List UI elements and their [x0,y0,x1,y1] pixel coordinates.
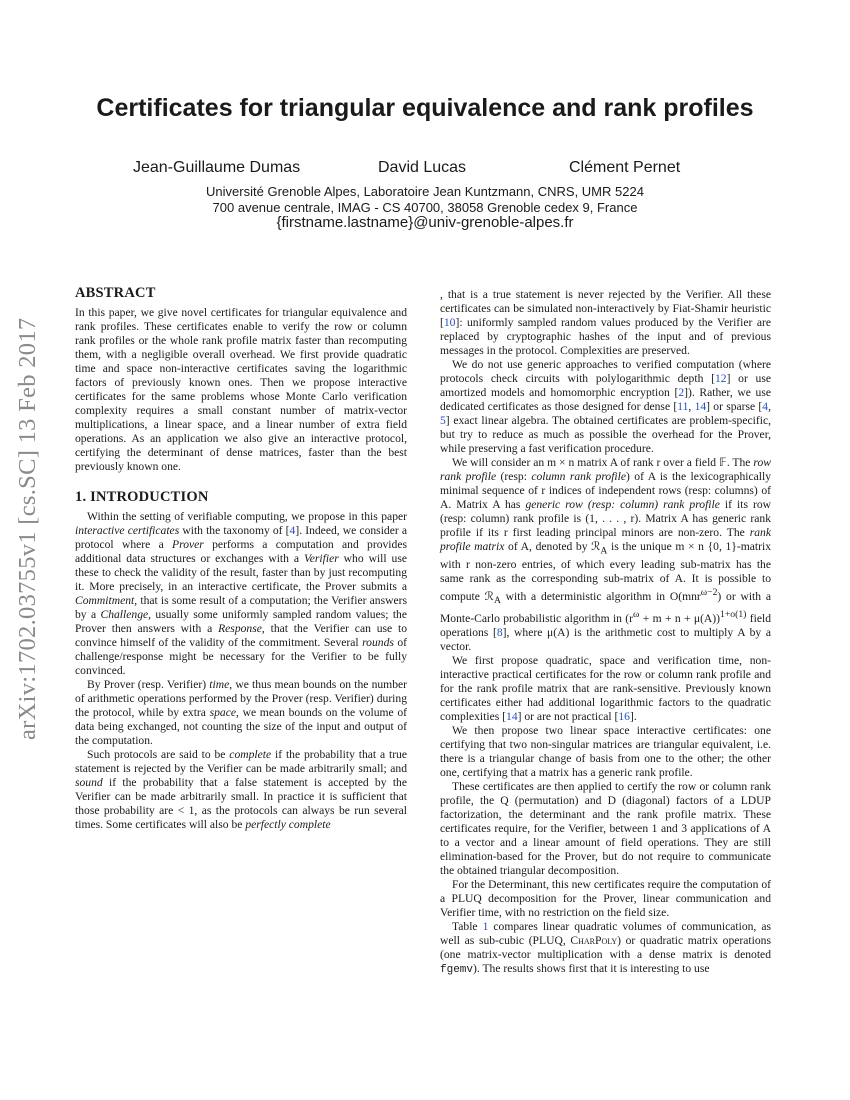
citation-link[interactable]: 16 [618,710,630,724]
author-3: Clément Pernet [569,159,681,176]
citation-link[interactable]: 2 [678,386,685,399]
citation-link[interactable]: 5 [440,414,446,427]
right-paragraph-6: These certificates are then applied to certify the row or column rank profile, the Q (permutation) and D (diagonal) factors of a LDUP factorization, the determinant and the rank profile matrix. These certificates require, for the Verifier, between 1 and 3 applications of A to a vector and a linear amount of field operations. They are still elimination-based for the Prover, but do not require to communicate the obtained triangular decomposition. [440,780,771,878]
right-paragraph-5: We then propose two linear space interactive certificates: one certifying that two non-singular matrices are triangular equivalent, i.e. there is a triangular change of basis from one to the other; the other one, certifying that a matrix has a generic rank profile. [440,724,771,780]
intro-paragraph-3: Such protocols are said to be complete if the probability that a true statement is rejected by the Verifier can be made arbitrarily small; and sound if the probability that a false statement is accepted by the Verifier can be made arbitrarily small. In practice it is sufficient that those probability are < 1, as the protocols can always be run several times. Some certificates will also be perfectly complete [75,748,407,831]
affiliation-line-1: Université Grenoble Alpes, Laboratoire Jean Kuntzmann, CNRS, UMR 5224 [206,184,644,199]
paper-title: Certificates for triangular equivalence and rank profiles [96,94,754,122]
author-1: Jean-Guillaume Dumas [133,159,301,176]
intro-paragraph-1: Within the setting of verifiable computing, we propose in this paper interactive certificates with the taxonomy of [4]. Indeed, we consider a protocol where a Prover performs a computation and provides additional data structures or exchanges with a Verifier who will use these to check the validity of the result, faster than by just recomputing it. More precisely, in an interactive certificate, the Prover submits a Commitment, that is some result of a computation; the Verifier answers by a Challenge, usually some uniformly sampled random values; the Prover then answers with a Response, that the Verifier can use to convince himself of the validity of the commitment. Several rounds of challenge/response might be necessary for the Verifier to be fully convinced. [75,510,408,677]
right-paragraph-8: Table 1 compares linear quadratic volumes of communication, as well as sub-cubic (PLUQ, CharPoly) or quadratic matrix operations (one matrix-vector multiplication with a dense matrix is denoted fgemv). The results shows first that it is interesting to use [440,920,771,977]
abstract-text: In this paper, we give novel certificates for triangular equivalence and rank profiles. These certificates enable to verify the row or column rank profiles or the whole rank profile matrix faster than recomputing them, with a negligible overall overhead. We first provide quadratic time and space non-interactive certificates saving the logarithmic factors of previously known ones. Then we propose interactive certificates for the same problems whose Monte Carlo verification complexity requires a small constant number of matrix-vector multiplications, a linear space, and a linear number of extra field operations. As an application we also give an interactive protocol, certifying the determinant of dense matrices, faster than the best previously known one. [75,306,407,473]
citation-link[interactable]: 8 [496,626,503,640]
author-2: David Lucas [378,159,467,176]
citation-link[interactable]: 4 [762,400,769,413]
citation-link[interactable]: 4 [289,524,296,537]
right-column [440,288,771,977]
intro-paragraph-2: By Prover (resp. Verifier) time, we thus mean bounds on the number of arithmetic operations performed by the Prover (resp. Verifier) during the protocol, while by extra space, we mean bounds on the volume of data being exchanged, not counting the size of the input and output of the computation. [75,678,407,747]
right-paragraph-7: For the Determinant, this new certificates require the computation of a PLUQ decomposition for the Prover, linear communication and Verifier time, with no restriction on the field size. [440,878,771,920]
right-paragraph-1: , that is a true statement is never rejected by the Verifier. All these certificates can be simulated non-interactively by Fiat-Shamir heuristic [10]: uniformly sampled random values produced by the Verifier are replaced by cryptographic hashes of the input and of previous messages in the protocol. Complexities are preserved. [440,288,771,357]
section-heading-introduction: 1. INTRODUCTION [75,489,209,505]
arxiv-stamp: arXiv:1702.03755v1 [cs.SC] 13 Feb 2017 [14,317,41,740]
right-paragraph-4: We first propose quadratic, space and verification time, non-interactive practical certificates for the row or column rank profile and for the rank profile matrix that are rank-sensitive. Previously known certificates either had additional logarithmic factors to the quadratic complexities [14] or are not practical [16]. [440,654,771,724]
author-email: {firstname.lastname}@univ-grenoble-alpes.fr [276,214,574,231]
abstract-heading: ABSTRACT [75,285,156,301]
citation-link[interactable]: 11 [677,400,689,413]
affiliation-line-2: 700 avenue centrale, IMAG - CS 40700, 38058 Grenoble cedex 9, France [212,200,638,215]
right-paragraph-2: We do not use generic approaches to verified computation (where protocols check circuits with polylogarithmic depth [12] or use amortized models and homomorphic encryption [2]). Rather, we use dedicated certificates as those designed for dense [11, 14] or sparse [4, 5] exact linear algebra. The obtained certificates are problem-specific, but try to reduce as much as possible the overhead for the Prover, while preserving a fast verification procedure. [440,358,771,455]
table-link[interactable]: 1 [482,920,489,934]
citation-link[interactable]: 14 [694,400,707,413]
citation-link[interactable]: 14 [506,710,518,724]
right-paragraph-3: We will consider an m × n matrix A of rank r over a field 𝔽. The row rank profile (resp: column rank profile) of A is the lexicographically minimal sequence of r indices of independent rows (resp: columns) of A. Matrix A has generic row (resp: column) rank profile if its row (resp: column) rank profile is (1, . . . , r). Matrix A has generic rank profile if its r first leading principal minors are non-zero. The rank profile matrix of A, denoted by ℛ$_A$ is the unique m × n {0, 1}-matrix with r non-zero entries, of which every leading sub-matrix has the same rank as the corresponding sub-matrix of A. It is possible to compute ℛ$_A$ with a deterministic algorithm in O(mnr$^{\omega-2}$) or with a Monte-Carlo probabilistic algorithm in $(r^\omega + m + n + \mu(A))^{1+o(1)}$ field operations [8], where μ(A) is the arithmetic cost to multiply A by a vector. [440,456,772,654]
citation-link[interactable]: 12 [714,372,727,385]
left-column [75,286,407,832]
citation-link[interactable]: 10 [443,316,456,329]
